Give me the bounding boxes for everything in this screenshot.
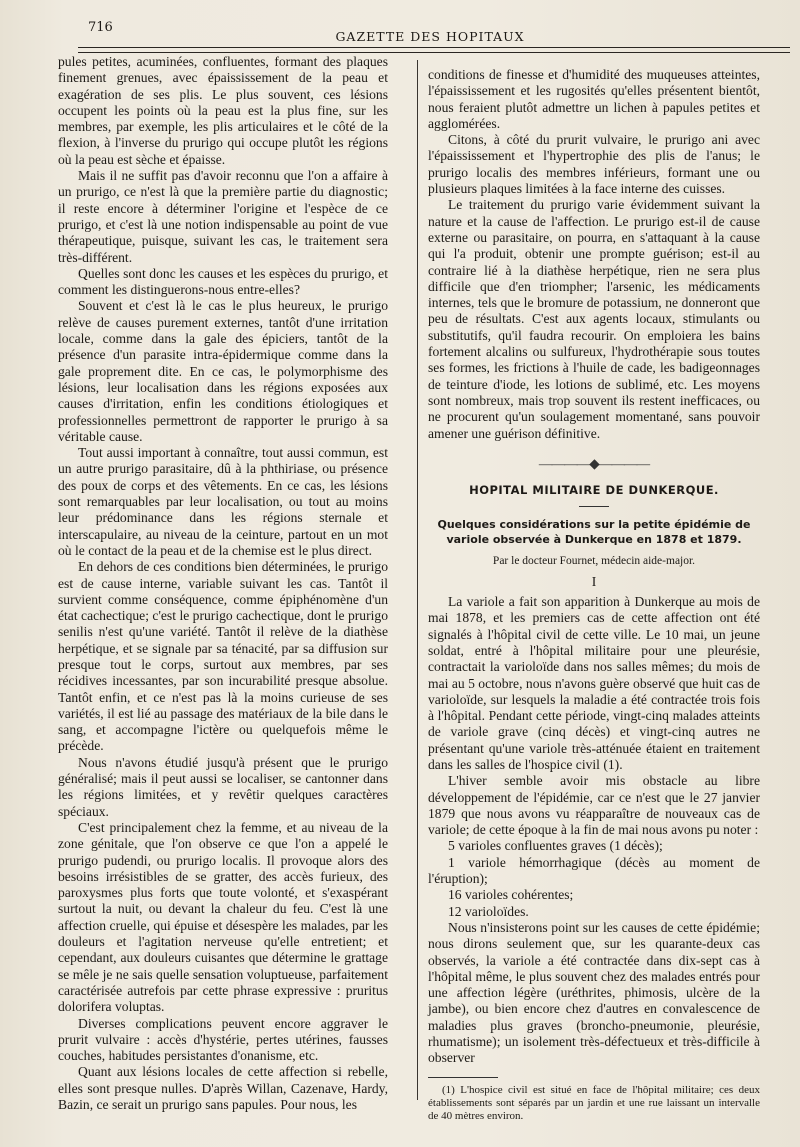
footnote-rule	[428, 1077, 498, 1078]
paragraph: L'hiver semble avoir mis obstacle au libre développement de l'épidémie, car ce n'est que le 27 janvier 1879 que nous avons vu réapparaître de nouveaux cas de variole; de cette époque à la fin de mai nous avons pu noter :	[428, 773, 760, 838]
list-item: 1 variole hémorrhagique (décès au moment de l'éruption);	[428, 854, 760, 887]
list-item: 12 varioloïdes.	[448, 903, 529, 919]
footnote	[428, 1084, 760, 1123]
section-title: HOPITAL MILITAIRE DE DUNKERQUE.	[469, 483, 719, 498]
footnote-text: (1) L'hospice civil est situé en face de l'hôpital militaire; ces deux établissements sont séparés par un jardin et une rue laissant un intervalle de 40 mètres environ.	[428, 1083, 760, 1122]
paragraph: Nous n'insisterons point sur les causes de cette épidémie; nous dirons seulement que, sur les quarante-deux cas observés, la variole a été contractée dans dix-sept cas à l'hôpital même, le plus souvent chez des malades entrés pour une affection légère (uréthrites, phimosis, ulcère de la jambe), ou bien encore chez d'autres en convalescence de maladies plus graves (broncho-pneumonie, pleurésie, rhumatisme); un isolement très-défectueux et très-difficile à observer	[428, 919, 760, 1066]
byline: Par le docteur Fournet, médecin aide-major.	[492, 555, 696, 568]
paragraph: Le traitement du prurigo varie évidemment suivant la nature et la cause de l'affection. Le prurigo est-il de cause externe ou parasitaire, on pourra, en s'attaquant à la cause qui l'a produit, obtenir une prompte guérison; est-il au contraire lié à la diathèse herpétique, rien ne sera plus difficile que d'en triompher; l'arsenic, les médicaments internes, tels que le bromure de potassium, ne donneront que peu de résultats. C'est aux agents locaux, stimulants ou substitutifs, qu'il faudra recourir. On emploiera les bains fortement alcalins ou sulfureux, l'hydrothérapie sous toutes ses formes, les frictions à l'huile de cade, les badigeonnages de teinture d'iode, les lotions de sublimé, etc. Les moyens sont nombreux, mais trop souvent ils restent inefficaces, ou ne procurent qu'un soulagement momentané, sans pouvoir amener une guérison définitive.	[428, 197, 760, 441]
ornamental-divider: ――――◆――――	[538, 455, 650, 471]
right-column	[428, 67, 760, 1123]
header-rule	[78, 47, 790, 48]
paragraph: La variole a fait son apparition à Dunkerque au mois de mai 1878, et les premiers cas de cette affection ont été signalés à l'hôpital civil de cette ville. Le 10 mai, un jeune soldat, entré à l'hôpital militaire pour une pleurésie, contractait la varioloïde dans nos salles mêmes; du mois de mai au 5 octobre, nous n'avons guère observé que huit cas de varioloïde, sur lesquels la maladie a été contractée trois fois à l'hôpital. Pendant cette période, vingt-cinq malades atteints de variole grave (cinq décès) et vingt-cinq autres ne présentant qu'une variole très-atténuée étaient en traitement dans les salles de l'hospice civil (1).	[428, 594, 760, 772]
paragraph: Diverses complications peuvent encore aggraver le prurit vulvaire : accès d'hystérie, pertes utérines, fausses couches, habitudes persistantes d'onanisme, etc.	[58, 1015, 388, 1064]
paragraph: Citons, à côté du prurit vulvaire, le prurigo ani avec l'épaississement et l'hypertrophie des plis de l'anus; le prurigo localis des membres inférieurs, formant une ou plusieurs plaques limitées à la face interne des cuisses.	[428, 132, 760, 197]
paragraph: conditions de finesse et d'humidité des muqueuses atteintes, l'épaississement et les rugosités qu'elles présentent bientôt, nous feraient plutôt admettre un lichen à papules petites et agglomérées.	[428, 67, 760, 131]
paragraph: Nous n'avons étudié jusqu'à présent que le prurigo généralisé; mais il peut aussi se localiser, se cantonner dans les régions limitées, et y revêtir quelques caractères spéciaux.	[58, 754, 388, 819]
paragraph: pules petites, acuminées, confluentes, formant des plaques finement grenues, avec épaississement de la peau et exagération de ses plis. Le plus souvent, ces lésions occupent les points où la peau est la plus fine, sur les membres, par exemple, les plis articulaires et le côté de la flexion, à l'inverse du prurigo qui occupe plutôt les régions où la peau est sèche et épaisse.	[58, 54, 388, 167]
header-rule-thin	[78, 52, 790, 53]
list-item: 5 varioles confluentes graves (1 décès);	[448, 838, 663, 854]
paragraph: Tout aussi important à connaître, tout aussi commun, est un autre prurigo parasitaire, dû à la phthiriase, ou présence des poux de corps et des vêtements. En ce cas, les lésions sont remarquables par leur localisation, ou tout au moins leur prédominance dans les régions sternale et interscapulaire, au niveau de la ceinture, partout en un mot où le contact de la peau et de la chemise est le plus direct.	[58, 445, 388, 558]
paragraph: Quelles sont donc les causes et les espèces du prurigo, et comment les distinguerons-nous entre-elles?	[58, 265, 388, 298]
paragraph: Quant aux lésions locales de cette affection si rebelle, elles sont presque nulles. D'après Willan, Cazenave, Hardy, Bazin, ce serait un prurigo sans papules. Pour nous, les	[58, 1064, 388, 1112]
left-column	[58, 54, 388, 1113]
paragraph: C'est principalement chez la femme, et au niveau de la zone génitale, que l'on observe ce que l'on a appelé le prurigo pudendi, ou prurigo localis. Il provoque alors des besoins irrésistibles de se gratter, des accès furieux, des paroxysmes plus forts que toute volonté, et s'exaspérant surtout la nuit, ou devant la chaleur du feu. C'est là une affection cruelle, qui épuise et désespère les malades, par les douleurs et l'agitation nerveuse qu'elle entretient; et cependant, aux douleurs cuisantes que détermine le grattage se mêle je ne sais quelle sensation voluptueuse, parfaitement caractérisée autrefois par cette phrase expressive : pruritus dolorifera voluptas.	[58, 819, 388, 1015]
journal-title: GAZETTE DES HOPITAUX	[335, 29, 525, 44]
short-rule	[579, 506, 609, 507]
list-item: 16 varioles cohérentes;	[448, 887, 574, 903]
page-number: 716	[88, 20, 113, 35]
paragraph: Souvent et c'est là le cas le plus heureux, le prurigo relève de causes purement externes, tantôt d'une irritation locale, comme dans la gale des épiciers, tantôt de la présence d'un parasite intra-épidermique comme dans la gale proprement dite. En ce cas, le polymorphisme des lésions, leur localisation dans les régions exposées aux causes d'irritation, enfin les conditions étiologiques et professionnelles permettront de rapporter le prurigo à sa véritable cause.	[58, 298, 388, 444]
column-divider	[417, 60, 418, 1100]
paragraph: En dehors de ces conditions bien déterminées, le prurigo est de cause interne, variable suivant les cas. Tantôt il survient comme conséquence, comme épiphénomène d'un état cachectique; c'est le prurigo cachectique, dont le prurigo senilis n'est qu'une variété. Tantôt il relève de la diathèse herpétique, et se signale par sa ténacité, par sa diffusion sur presque tout le corps, surtout aux membres, par ses récidives incessantes, par son incurabilité presque absolue. Tantôt enfin, et ce n'est pas là la moins curieuse de ses variétés, il est lié au passage des matériaux de la bile dans le sang, et accompagne l'ictère ou quelquefois même le précède.	[58, 559, 388, 754]
article-title: Quelques considérations sur la petite épidémie de variole observée à Dunkerque en 1878 et 1879.	[437, 518, 751, 547]
paragraph: Mais il ne suffit pas d'avoir reconnu que l'on a affaire à un prurigo, ce n'est là que la première partie du diagnostic; il reste encore à déterminer l'origine et l'espèce de ce prurigo, et c'est là une notion indispensable au point de vue thérapeutique, puisque, suivant les cas, le traitement sera très-différent.	[58, 168, 388, 265]
section-number: I	[591, 573, 597, 589]
